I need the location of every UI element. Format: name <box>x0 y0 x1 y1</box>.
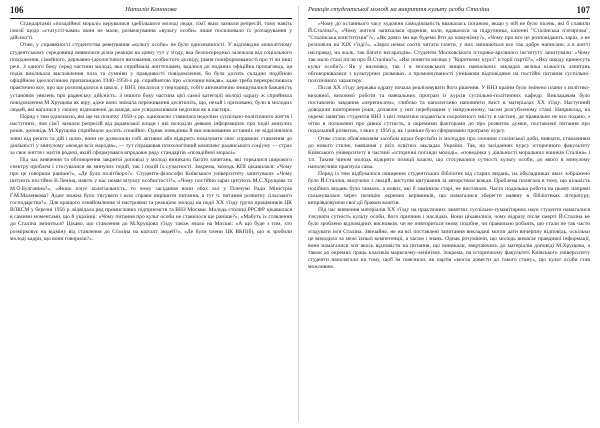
right-page <box>304 0 594 428</box>
paragraph: «Чому до останнього часу художня самодіяльність вважалась поганою, якщо у ній не було пісень, які б славили Й.Сталіна?», «Чому жителі запихалася ордения, коли, вдавалося за підручника, казенні "Сталінська п'ятирічка", "Сталінська конституція"?», «Як довго ми ще будемо йти до комунізму?», «Чому про все це розповідають зараз, а не розповіли на ХІХ з'їзді?», «Зараз немає охоти читати газети, у них змінюються все так добре написано, а в житті насправді, на жаль, так багато негараздів». Студенти Московського історико-архівного інституту запитували: «Чому так мало сталі після про Й.Сталіна?», «Які поняття місяця у "Короткому курсі" історії партії?», «Яку шкоду принесуть культ особи?». Як у висновку, так і в московських вищих навчальних закладах велика кількість запитань обговорювалися з культурних розмовах, а промовчуваності уникаючи відповідями на постійні питання суспільно-політичного характеру. <box>308 21 590 85</box>
left-page-number: 106 <box>10 5 24 15</box>
right-page-number: 107 <box>576 5 590 15</box>
gutter-divider <box>298 6 299 422</box>
paragraph: Після ХХ з'їзду держава одразу почала реалізовувати його рішення. У ВНЗ країни було змінено плани з політико-виховної, виховної роботи та навчальних програм із курсів суспільно-політичних кафедр. Викладачам було поставлено завдання «переписати», глибоко та наполегливо наповнити зміст в матеріалах ХХ з'їзду. Наступний доводили повторення роки, долаючи у них перебування у напруженому, часом розгубленому стані. Наприклад, на окремі заняттях студентів ВНЗ з цієї тематики подаються скороченого змісту в частині, де правильно не все подано, з чітко в положенні про рівної сутність, а окремими факторами до про розвиток думки, поставлені питання про подальший розвиток, з яких у 1956 р. як і раніше було сформовано програму курсу. <box>308 85 590 135</box>
right-page-header <box>308 4 590 19</box>
left-page-header <box>10 4 292 19</box>
paragraph: Під час вивчення матеріалів ХХ з'їзду на практичних заняттях суспільно-гуманітарних наук студенти намагалися з'ясувати сутність культу особи, його причини і наслідки. Вони цікавилися, чому відразу після смерті Й.Сталіна не було зроблено відповідних висновків, чи не повториться знову подібне, чи правильно роблять, що стали не так часто згадувати ім'я Сталіна. Звичайно, не на всі поставлені запитання викладачі могли дати вичерпну відповідь, оскільки це виходило за межі їхньої компетенції, а часом і знань. Однак розуміючи, що молодь вимагає правдивої інформації, вони намагалися хоч якось відповісти на питання, що виникали, звертаючись до матеріалів доповіді М.Хрущова, а також до окремих праць класиків марксизму-ленінізму. Зокрема, на історичному факультеті Київського університету студенти наполягали на тому, щоб їм пояснили, як партія «могла довести до такого стану», що культ особи став можливим. <box>308 207 590 271</box>
paragraph: Отже, у справжності студентства ревнування «культу особи» не було однозначності. У відповідно монолітному студентському середовищі виявилися різна реакція на цінну тут у згоду, яка безпосередньо залежала від соціального походження, сімейного, державно-ідеологічного виховання, особистого досвіду, рівня поінформованості про ті чи інші речі. З одного боку серед частини молоді, яка сприймала життєпамен, вдалися до поданих офіційна пропаганда, ця подія викликала висловлення поза та сумніви у правдивості повідомлення, бо була досить складно подібною офіційною ідеологічною пропагандою 1940–1950-х рр. сприйнятою про «злочини вождя», адже треба перекреслювала практично все, про що розповідалося в школі, у ВНЗ, писалося у періодиці, тобто автоматично знищувалися бажаність установок уявлень про радянську дійсність. З іншого боку частина цієї самої категорії молоді одразу ж сприйняла повідомлення М.Хрущова як віру, адже воно знімала переживання десятиліть, що, нехай і приховано, були в молодих людей, які вагалися у своєму відношенні до вождя, але усвідомлювали недоліки як в пастирі. <box>10 42 292 113</box>
paragraph: Стандартами «позадійної моралі» керувалися здебільшого молоді люди, сім'ї яких зазнали репресій, тому навіть ілюзії щодо «статусті-ками» вони не мали, розмежування «вульгу особи» лише посилювало їх розчарування у дійсності. <box>10 21 292 42</box>
paragraph: Під час вивчення та обговорення закритої доповіді у молоді виникало багато запитань, які торкалися широкого спектру проблем і стосувалися як минулих подій, так і подій їх сучасності. Зокрема, молодь КПІ цікавилася: «Чому про це говорили раніше?», «Де було політбюро?». Студенти-філософи Київського університету запитували: «Чому цитують постійно В.Леніна, навіть у нас немає візуалу особистості?», «Чому постійно зараз цитують М.С.Хрущова та М.О.Булганіна?», «Якщо існує колегіальність, то чому засідання вони обох зал у Пленумі Ради Міністрів Г.М.Маленкова? Адже можна було з'ясувати і всю справи вирішити питання, а тут ч. питання розвитку сільського господарства?». Для кращого ознайомлення зі настроями та реакцією молоді на події ХХ з'їзду група працівників ЦК ВЛКСМ у березні 1956 р. відвідала ряд промислових підприємств та ВНЗ Москви. Молодь столиці РРСФР цікавилася в самими моментами, що й українці: «Чому питання про культ особи не ставилося ще раніше?», «Мабуть їх ставлення до Сталіна зміниться? Цікаво, що ставлення до М.Хрущова з'їзду також знало на Москві: «А що буде з тим, хто розмірковує на відміну від ставлення до Сталіна на кшталт людей?», «Де були члени ЦК ВКП(б), що ж зробили молоді кадри, що вони говорили?». <box>10 156 292 242</box>
paragraph: Отже стали обов'язковим засобом щодо боротьби із молоддю про злочини сталінської доби, вивчати, ставленням до нового стилю, навчання у всіх освітніх закладах України. Так, на засіданнях курсу історичного факультету Київського університету в частині «історичні погляди молоді», «поведінка у діяльності моральних вчинків Сталіна» і т.п. Таким чином молодь відкрито позиції власні, що стосувалися сутності культу особи, до якого в минулому наполегливо прагнула сама. <box>308 135 590 171</box>
right-running-title: Реакція студентської молоді на викриття культу особи Сталіна <box>308 6 490 13</box>
paragraph: Поряд з тим одночасно, які ще на початку 1950-х рр. одночасно ставилася недоліки суспільно-політичного життя і наступних, чия сім'ї зазнали репресій від радянської влади і які володіли деякою інформацією про події минулих років, доповідь М.Хрущова сприймали досить спокійно. Однак поведінка й висловлювання останніх не відрізнялися зовні від решти та дій і шлях, вони не дозволили собі активно або відкрито показувати своє справжнє ставлення до діяльності у минулому «вождя всіх народів», — тут спрацював психологічний комплекс радянського соціуму — страх за своє життя і життя родичі, який сформувався впродовж ряду стандартів «позадійної моралі». <box>10 114 292 156</box>
left-page <box>6 0 296 428</box>
left-page-body <box>10 21 292 424</box>
paragraph: Поряд із тим відбувалося очищення студентських бібліотек від старих видань, на обкладинках яких зображено було Й.Сталіна, вилучено з лекцій, виступів цитування за авторством вождя. Проблема полягала в тому, що кількість подібних видань було чимало, а нових, які б замінили старі, не вистачало. Часто подальша робота на цьому напрямі гальмувалася через позицію окремих керівників, що намагалися зберегти наявну в бібліотеках літературу, виправдовуючи свої дії браком коштів. <box>308 171 590 206</box>
left-running-title: Наталія Кононова <box>125 6 177 13</box>
right-page-body <box>308 21 590 424</box>
